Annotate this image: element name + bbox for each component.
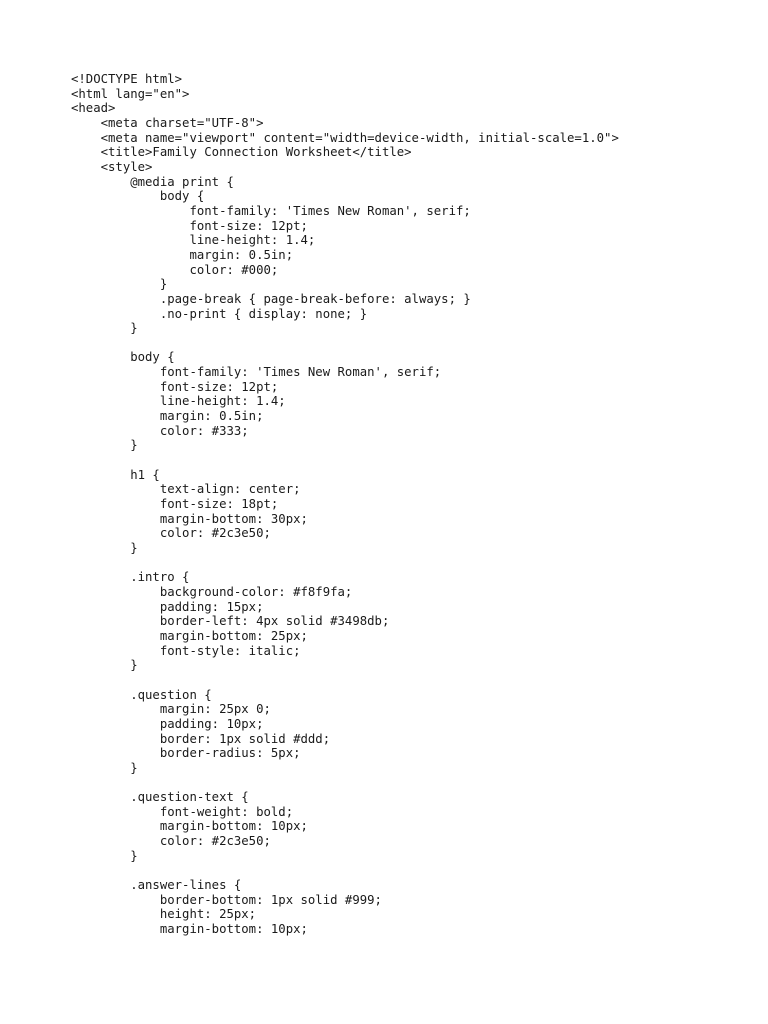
code-line: .question { (71, 687, 212, 702)
code-line: } (71, 658, 138, 673)
code-line (71, 863, 619, 878)
code-line: font-family: 'Times New Roman', serif; (71, 203, 471, 218)
code-line: color: #2c3e50; (71, 834, 271, 849)
code-line: border-left: 4px solid #3498db; (71, 614, 390, 629)
code-line: <html lang="en"> (71, 86, 190, 101)
code-line: border: 1px solid #ddd; (71, 731, 331, 746)
code-line: <title>Family Connection Worksheet</title> (71, 145, 412, 160)
code-line: background-color: #f8f9fa; (71, 584, 353, 599)
code-line (71, 776, 619, 791)
code-line: } (71, 321, 138, 336)
code-line: .intro { (71, 570, 190, 585)
code-line (71, 673, 619, 688)
code-line: } (71, 277, 168, 292)
code-line: line-height: 1.4; (71, 233, 316, 248)
code-line: margin: 0.5in; (71, 409, 264, 424)
code-line: <head> (71, 101, 116, 116)
code-line: font-family: 'Times New Roman', serif; (71, 365, 442, 380)
code-line: } (71, 438, 138, 453)
code-line: padding: 10px; (71, 716, 264, 731)
code-line: <meta charset="UTF-8"> (71, 115, 264, 130)
code-line: margin-bottom: 10px; (71, 922, 308, 937)
code-line: body { (71, 189, 205, 204)
code-line (71, 556, 619, 571)
code-line: text-align: center; (71, 482, 301, 497)
code-line: color: #000; (71, 262, 279, 277)
code-line (71, 453, 619, 468)
code-line: .answer-lines { (71, 878, 242, 893)
code-line: <style> (71, 159, 153, 174)
code-line: margin-bottom: 25px; (71, 628, 308, 643)
code-line: border-radius: 5px; (71, 746, 301, 761)
code-line: margin: 0.5in; (71, 247, 294, 262)
code-line: } (71, 541, 138, 555)
code-listing (71, 72, 619, 937)
code-line: .no-print { display: none; } (71, 306, 368, 321)
code-line: padding: 15px; (71, 599, 264, 614)
code-line: font-size: 12pt; (71, 218, 308, 233)
code-line: .question-text { (71, 790, 249, 805)
code-line: font-style: italic; (71, 643, 301, 658)
code-line: margin-bottom: 10px; (71, 819, 308, 834)
code-line: <!DOCTYPE html> (71, 72, 183, 86)
code-line: .page-break { page-break-before: always; } (71, 291, 471, 306)
code-line: } (71, 760, 138, 775)
code-line: line-height: 1.4; (71, 394, 286, 409)
code-line: font-weight: bold; (71, 804, 294, 819)
code-line: } (71, 848, 138, 863)
code-line: margin-bottom: 30px; (71, 511, 308, 526)
code-line (71, 336, 619, 351)
code-line: font-size: 12pt; (71, 379, 279, 394)
code-line: h1 { (71, 467, 160, 482)
code-line: body { (71, 350, 175, 365)
code-line: <meta name="viewport" content="width=device-width, initial-scale=1.0"> (71, 130, 619, 145)
code-line: font-size: 18pt; (71, 497, 279, 512)
code-line: border-bottom: 1px solid #999; (71, 892, 382, 907)
code-line: @media print { (71, 174, 234, 189)
code-line: height: 25px; (71, 907, 257, 922)
code-line: color: #333; (71, 423, 249, 438)
code-line: color: #2c3e50; (71, 526, 271, 541)
code-line: margin: 25px 0; (71, 702, 271, 717)
